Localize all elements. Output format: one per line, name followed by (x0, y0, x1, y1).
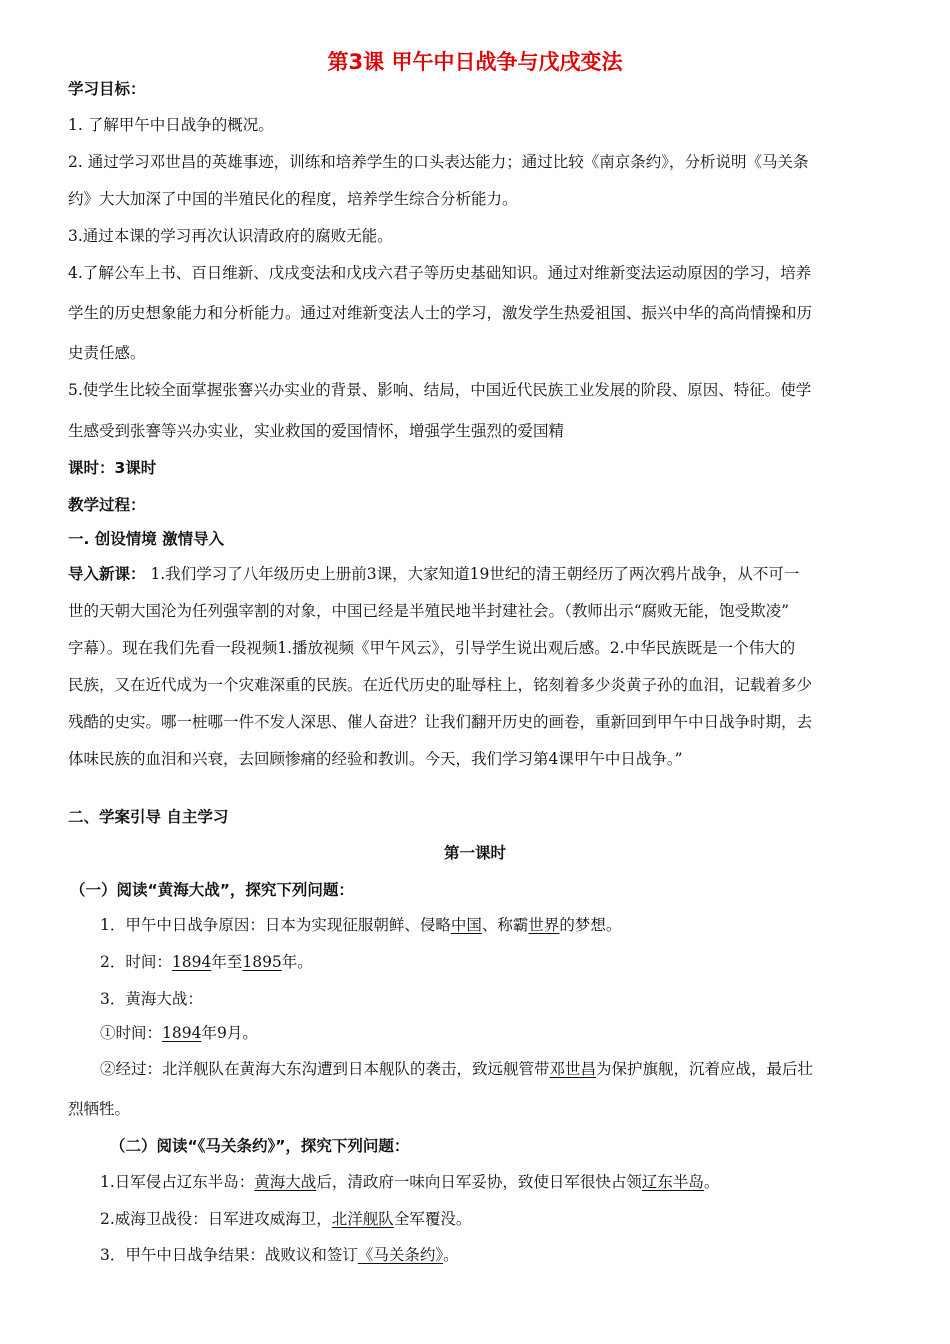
answer-blank: 中国 (450, 916, 482, 934)
question-item: 3．黄海大战： (100, 990, 203, 1008)
intro-label: 导入新课： (68, 565, 146, 583)
part-heading: （一）阅读“黄海大战”，探究下列问题： (70, 881, 354, 899)
part-heading: （二）阅读“《马关条约》”，探究下列问题： (110, 1137, 410, 1155)
question-item: 2．时间：1894年至1895年。 (100, 953, 313, 971)
question-item: 1.日军侵占辽东半岛：黄海大战后，清政府一味向日军妥协，致使日军很快占领辽东半岛。 (100, 1173, 720, 1191)
intro-paragraph-line: 导入新课： 1.我们学习了八年级历史上册前3课，大家知道19世纪的清王朝经历了两次鸦片战争，从不可一 (68, 565, 800, 583)
lesson-heading: 第一课时 (443, 844, 506, 862)
section-heading: 二、学案引导 自主学习 (68, 808, 229, 826)
section-heading: 一. 创设情境 激情导入 (68, 530, 225, 548)
answer-blank: 辽东半岛 (641, 1173, 704, 1191)
objectives-heading: 学习目标： (68, 80, 146, 98)
page-title: 第3课 甲午中日战争与戊戌变法 (327, 50, 623, 74)
question-item: ①时间：1894年9月。 (100, 1024, 258, 1042)
objective-line: 学生的历史想象能力和分析能力。通过对维新变法人士的学习，激发学生热爱祖国、振兴中华的高尚情操和历 (68, 304, 813, 322)
objective-line: 2. 通过学习邓世昌的英雄事迹，训练和培养学生的口头表达能力；通过比较《南京条约》，分析说明《马关条 (68, 153, 809, 171)
answer-blank: 1894 (171, 953, 212, 971)
question-item: 3．甲午中日战争结果：战败议和签订《马关条约》。 (100, 1246, 459, 1264)
class-period: 课时：3课时 (68, 459, 157, 477)
objective-line: 约》大大加深了中国的半殖民化的程度，培养学生综合分析能力。 (68, 190, 518, 208)
answer-blank: 《马关条约》 (357, 1246, 444, 1264)
intro-paragraph-line: 民族，又在近代成为一个灾难深重的民族。在近代历史的耻辱柱上，铭刻着多少炎黄子孙的血泪，记载着多少 (68, 676, 813, 694)
objective-line: 生感受到张謇等兴办实业，实业救国的爱国情怀，增强学生强烈的爱国精 (68, 422, 565, 440)
process-heading: 教学过程： (68, 496, 146, 514)
objective-line: 史责任感。 (68, 344, 146, 362)
question-item-continued: 烈牺牲。 (68, 1100, 131, 1118)
answer-blank: 北洋舰队 (331, 1210, 394, 1228)
answer-blank: 世界 (528, 916, 560, 934)
question-item: 1．甲午中日战争原因：日本为实现征服朝鲜、侵略中国、称霸世界的梦想。 (100, 916, 622, 934)
objective-line: 1. 了解甲午中日战争的概况。 (68, 116, 274, 134)
question-item: 2.威海卫战役：日军进攻威海卫，北洋舰队全军覆没。 (100, 1210, 472, 1228)
objective-line: 4.了解公车上书、百日维新、戊戌变法和戊戌六君子等历史基础知识。通过对维新变法运动原因的学习，培养 (68, 264, 812, 282)
question-item: ②经过：北洋舰队在黄海大东沟遭到日本舰队的袭击，致远舰管带邓世昌为保护旗舰，沉着应战，最后壮 (100, 1060, 814, 1078)
objective-line: 3.通过本课的学习再次认识清政府的腐败无能。 (68, 227, 393, 245)
answer-blank: 1894 (162, 1024, 202, 1042)
intro-paragraph-line: 残酷的史实。哪一桩哪一件不发人深思、催人奋进？让我们翻开历史的画卷，重新回到甲午中日战争时期，去 (68, 713, 813, 731)
objective-line: 5.使学生比较全面掌握张謇兴办实业的背景、影响、结局，中国近代民族工业发展的阶段、原因、特征。使学 (68, 381, 812, 399)
answer-blank: 邓世昌 (549, 1060, 597, 1078)
answer-blank: 黄海大战 (254, 1173, 317, 1191)
answer-blank: 1895 (242, 953, 282, 971)
intro-paragraph-line: 世的天朝大国沦为任列强宰割的对象，中国已经是半殖民地半封建社会。（教师出示“腐败无能，饱受欺凌” (68, 602, 790, 620)
intro-paragraph-line: 字幕）。现在我们先看一段视频1.播放视频《甲午风云》，引导学生说出观后感。2.中华民族既是一个伟大的 (68, 639, 796, 657)
intro-paragraph-line: 体味民族的血泪和兴衰，去回顾惨痛的经验和教训。今天，我们学习第4课甲午中日战争。” (68, 750, 683, 768)
